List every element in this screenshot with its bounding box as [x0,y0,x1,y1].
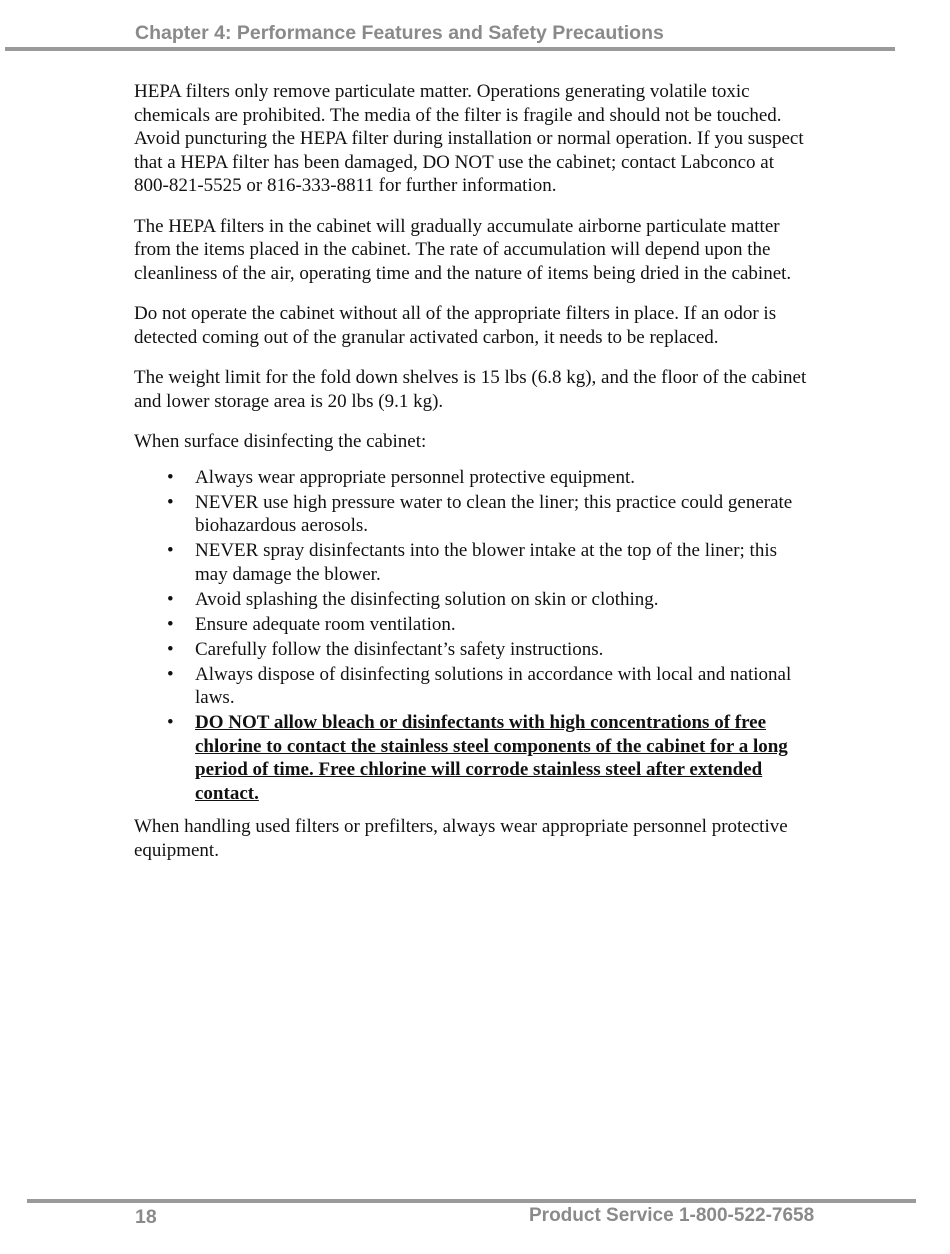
page-number: 18 [135,1206,157,1228]
bullet-dot-icon: • [167,491,174,513]
bullet-item [134,663,810,710]
bullet-dot-icon: • [167,663,174,685]
bullet-dot-icon: • [167,588,174,610]
footer-divider [27,1199,916,1203]
bullet-text: Always wear appropriate personnel protective equipment. [195,466,636,488]
page-body [134,80,810,879]
bullet-dot-icon: • [167,638,174,660]
bullet-text: NEVER spray disinfectants into the blower intake at the top of the liner; this may damage the blower. [195,540,778,585]
bullet-text: Avoid splashing the disinfecting solution on skin or clothing. [195,588,659,610]
bullet-item [134,613,810,637]
bullet-item [134,588,810,612]
paragraph-filters-in-place: Do not operate the cabinet without all of the appropriate filters in place. If an odor is detected coming out of the granular activated carbon, it needs to be replaced. [134,303,777,348]
bullet-dot-icon: • [167,466,174,488]
bullet-text: NEVER use high pressure water to clean the liner; this practice could generate biohazardous aerosols. [195,491,793,536]
bullet-text: Carefully follow the disinfectant’s safety instructions. [195,638,604,660]
bullet-dot-icon: • [167,540,174,561]
bullet-dot-icon: • [167,613,174,635]
chapter-header-title: Chapter 4: Performance Features and Safety Precautions [135,22,664,44]
bullet-item [134,638,810,662]
paragraph-weight-limit: The weight limit for the fold down shelves is 15 lbs (6.8 kg), and the floor of the cabinet and lower storage area is 20 lbs (9.1 kg). [134,367,807,412]
paragraph-particulate-accumulation: The HEPA filters in the cabinet will gradually accumulate airborne particulate matter from the items placed in the cabinet. The rate of accumulation will depend upon the cleanliness of the air, operating time and the nature of items being dried in the cabinet. [134,215,792,284]
product-service-phone: Product Service 1-800-522-7658 [529,1205,815,1226]
warning-bullet-item [134,711,810,805]
header-divider [5,47,895,51]
bullet-text: Always dispose of disinfecting solutions in accordance with local and national laws. [195,663,792,708]
bullet-item [134,491,810,538]
paragraph-disinfecting-intro: When surface disinfecting the cabinet: [134,431,427,452]
bullet-dot-icon: • [167,712,174,733]
bullet-item [134,466,810,490]
disinfecting-bullet-list [134,466,810,806]
bullet-text: Ensure adequate room ventilation. [195,613,456,635]
paragraph-used-filters: When handling used filters or prefilters, always wear appropriate personnel protective equipment. [134,816,788,861]
paragraph-hepa-filters: HEPA filters only remove particulate matter. Operations generating volatile toxic chemicals are prohibited. The media of the filter is fragile and should not be touched. Avoid puncturing the HEPA filter during installation or normal operation. If you suspect that a HEPA filter has been damaged, DO NOT use the cabinet; contact Labconco at 800-821-5525 or 816-333-8811 for further information. [134,81,804,196]
chlorine-warning-text: DO NOT allow bleach or disinfectants with high concentrations of free chlorine to contact the stainless steel components of the cabinet for a long period of time. Free chlorine will corrode stainless steel after extended contact. [195,712,788,804]
bullet-item [134,539,810,586]
